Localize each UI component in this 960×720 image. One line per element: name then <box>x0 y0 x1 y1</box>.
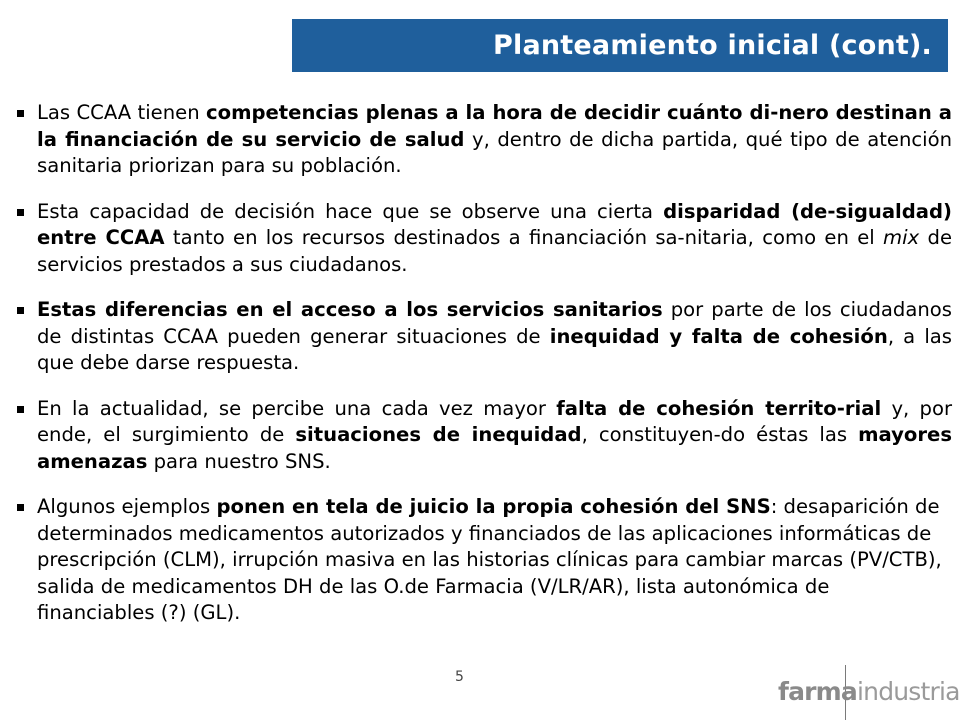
bullet-item <box>12 396 952 476</box>
logo-text-industria: industria <box>857 677 960 706</box>
square-bullet-icon <box>17 209 24 216</box>
bullet-text-segment: En la actualidad, se percibe una cada vez mayor <box>37 396 557 420</box>
bullet-text-segment: falta de cohesión territo-rial <box>556 396 882 420</box>
square-bullet-icon <box>17 406 24 413</box>
bullet-text-segment: tanto en los recursos destinados a financiación sa-nitaria, como en el <box>164 226 884 249</box>
bullet-list <box>12 100 952 646</box>
bullet-item <box>12 297 952 377</box>
bullet-text-segment: Las CCAA tienen <box>37 101 206 124</box>
bullet-text-segment: Esta capacidad de decisión hace que se observe una cierta <box>37 199 664 223</box>
bullet-text-segment: disparidad (de-sigualdad) entre CCAA <box>37 199 952 249</box>
bullet-text-segment: , constituyen-do éstas las <box>581 423 859 446</box>
bullet-text-segment: mayores amenazas <box>37 423 953 473</box>
bullet-text-segment: mix <box>883 226 920 249</box>
bullet-item <box>12 199 952 279</box>
bullet-text-segment: ponen en tela de juicio la propia cohesión del SNS <box>216 495 771 518</box>
bullet-text-segment: : desaparición de determinados medicamentos autorizados y financiados de las aplicaciones informáticas de prescripción (CLM), irrupción masiva en las historias clínicas para cambiar marcas (PV/CTB), salida de medicamentos DH de las O.de Farmacia (V/LR/AR), lista autonómica de financiables (?) (GL). <box>37 495 942 624</box>
bullet-text-segment: Algunos ejemplos <box>37 495 217 518</box>
farmaindustria-logo <box>778 677 960 706</box>
bullet-text-segment: situaciones de inequidad <box>295 423 582 446</box>
slide-title: Planteamiento inicial (cont). <box>493 30 932 61</box>
title-banner <box>292 19 948 72</box>
bullet-item <box>12 100 952 180</box>
bullet-text-segment: de servicios prestados a sus ciudadanos. <box>37 226 953 276</box>
logo-text-farma: farma <box>778 677 857 706</box>
bullet-text-segment: y, por ende, el surgimiento de <box>37 396 953 446</box>
bullet-text-segment: para nuestro SNS. <box>147 449 331 473</box>
square-bullet-icon <box>17 504 24 511</box>
square-bullet-icon <box>17 110 24 117</box>
bullet-text-segment: por parte de los ciudadanos de distintas CCAA pueden generar situaciones de <box>37 298 952 348</box>
square-bullet-icon <box>17 307 24 314</box>
bullet-item <box>12 494 952 627</box>
bullet-text-segment: Estas diferencias en el acceso a los servicios sanitarios <box>37 298 663 321</box>
bullet-text-segment: y, dentro de dicha partida, qué tipo de atención sanitaria priorizan para su población. <box>37 127 952 177</box>
bullet-text-segment: competencias plenas a la hora de decidir cuánto di-nero destinan a la financiación de su servicio de salud <box>37 101 952 151</box>
page-number: 5 <box>455 669 464 685</box>
bullet-text-segment: inequidad y falta de cohesión <box>549 324 888 348</box>
bullet-text-segment: , a las que debe darse respuesta. <box>37 324 952 374</box>
